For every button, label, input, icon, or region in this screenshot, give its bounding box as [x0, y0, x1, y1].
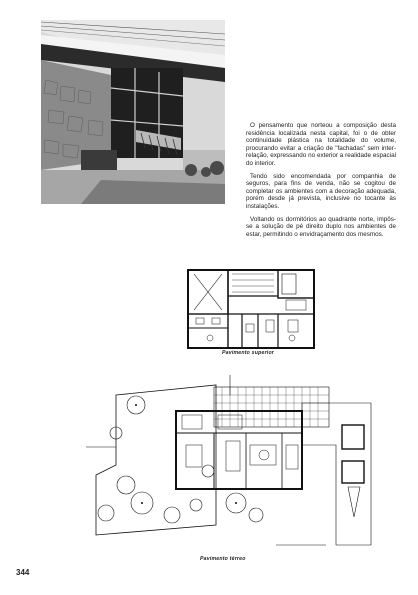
caption-ground-floor: Pavimento térreo: [200, 556, 246, 562]
caption-upper-floor: Pavimento superior: [222, 350, 275, 356]
ground-floor-plan: [86, 375, 376, 560]
house-photograph: [41, 20, 225, 204]
paragraph-3: Voltando os dormitórios ao quadrante norte, impôs-se a solução de pé direito duplo nos ambientes de estar, permitindo o envidraçamento dos mesmos.: [246, 215, 396, 238]
paragraph-2: Tendo sido encomendada por companhia de seguros, para fins de venda, não se cogitou de completar os ambientes com a decoração adequada, porém desde já prevista, inclusive no tocante às instalações.: [246, 172, 396, 210]
description-text: [246, 122, 396, 243]
paragraph-1: O pensamento que norteou a composição desta residência localizada nesta capital, foi o de obter continuidade plástica na totalidade do volume, procurando evitar a criação de "fachadas" sem inter-relação, expressando no exterior a realidade espacial do interior.: [246, 122, 396, 167]
page-number: 344: [16, 568, 30, 577]
